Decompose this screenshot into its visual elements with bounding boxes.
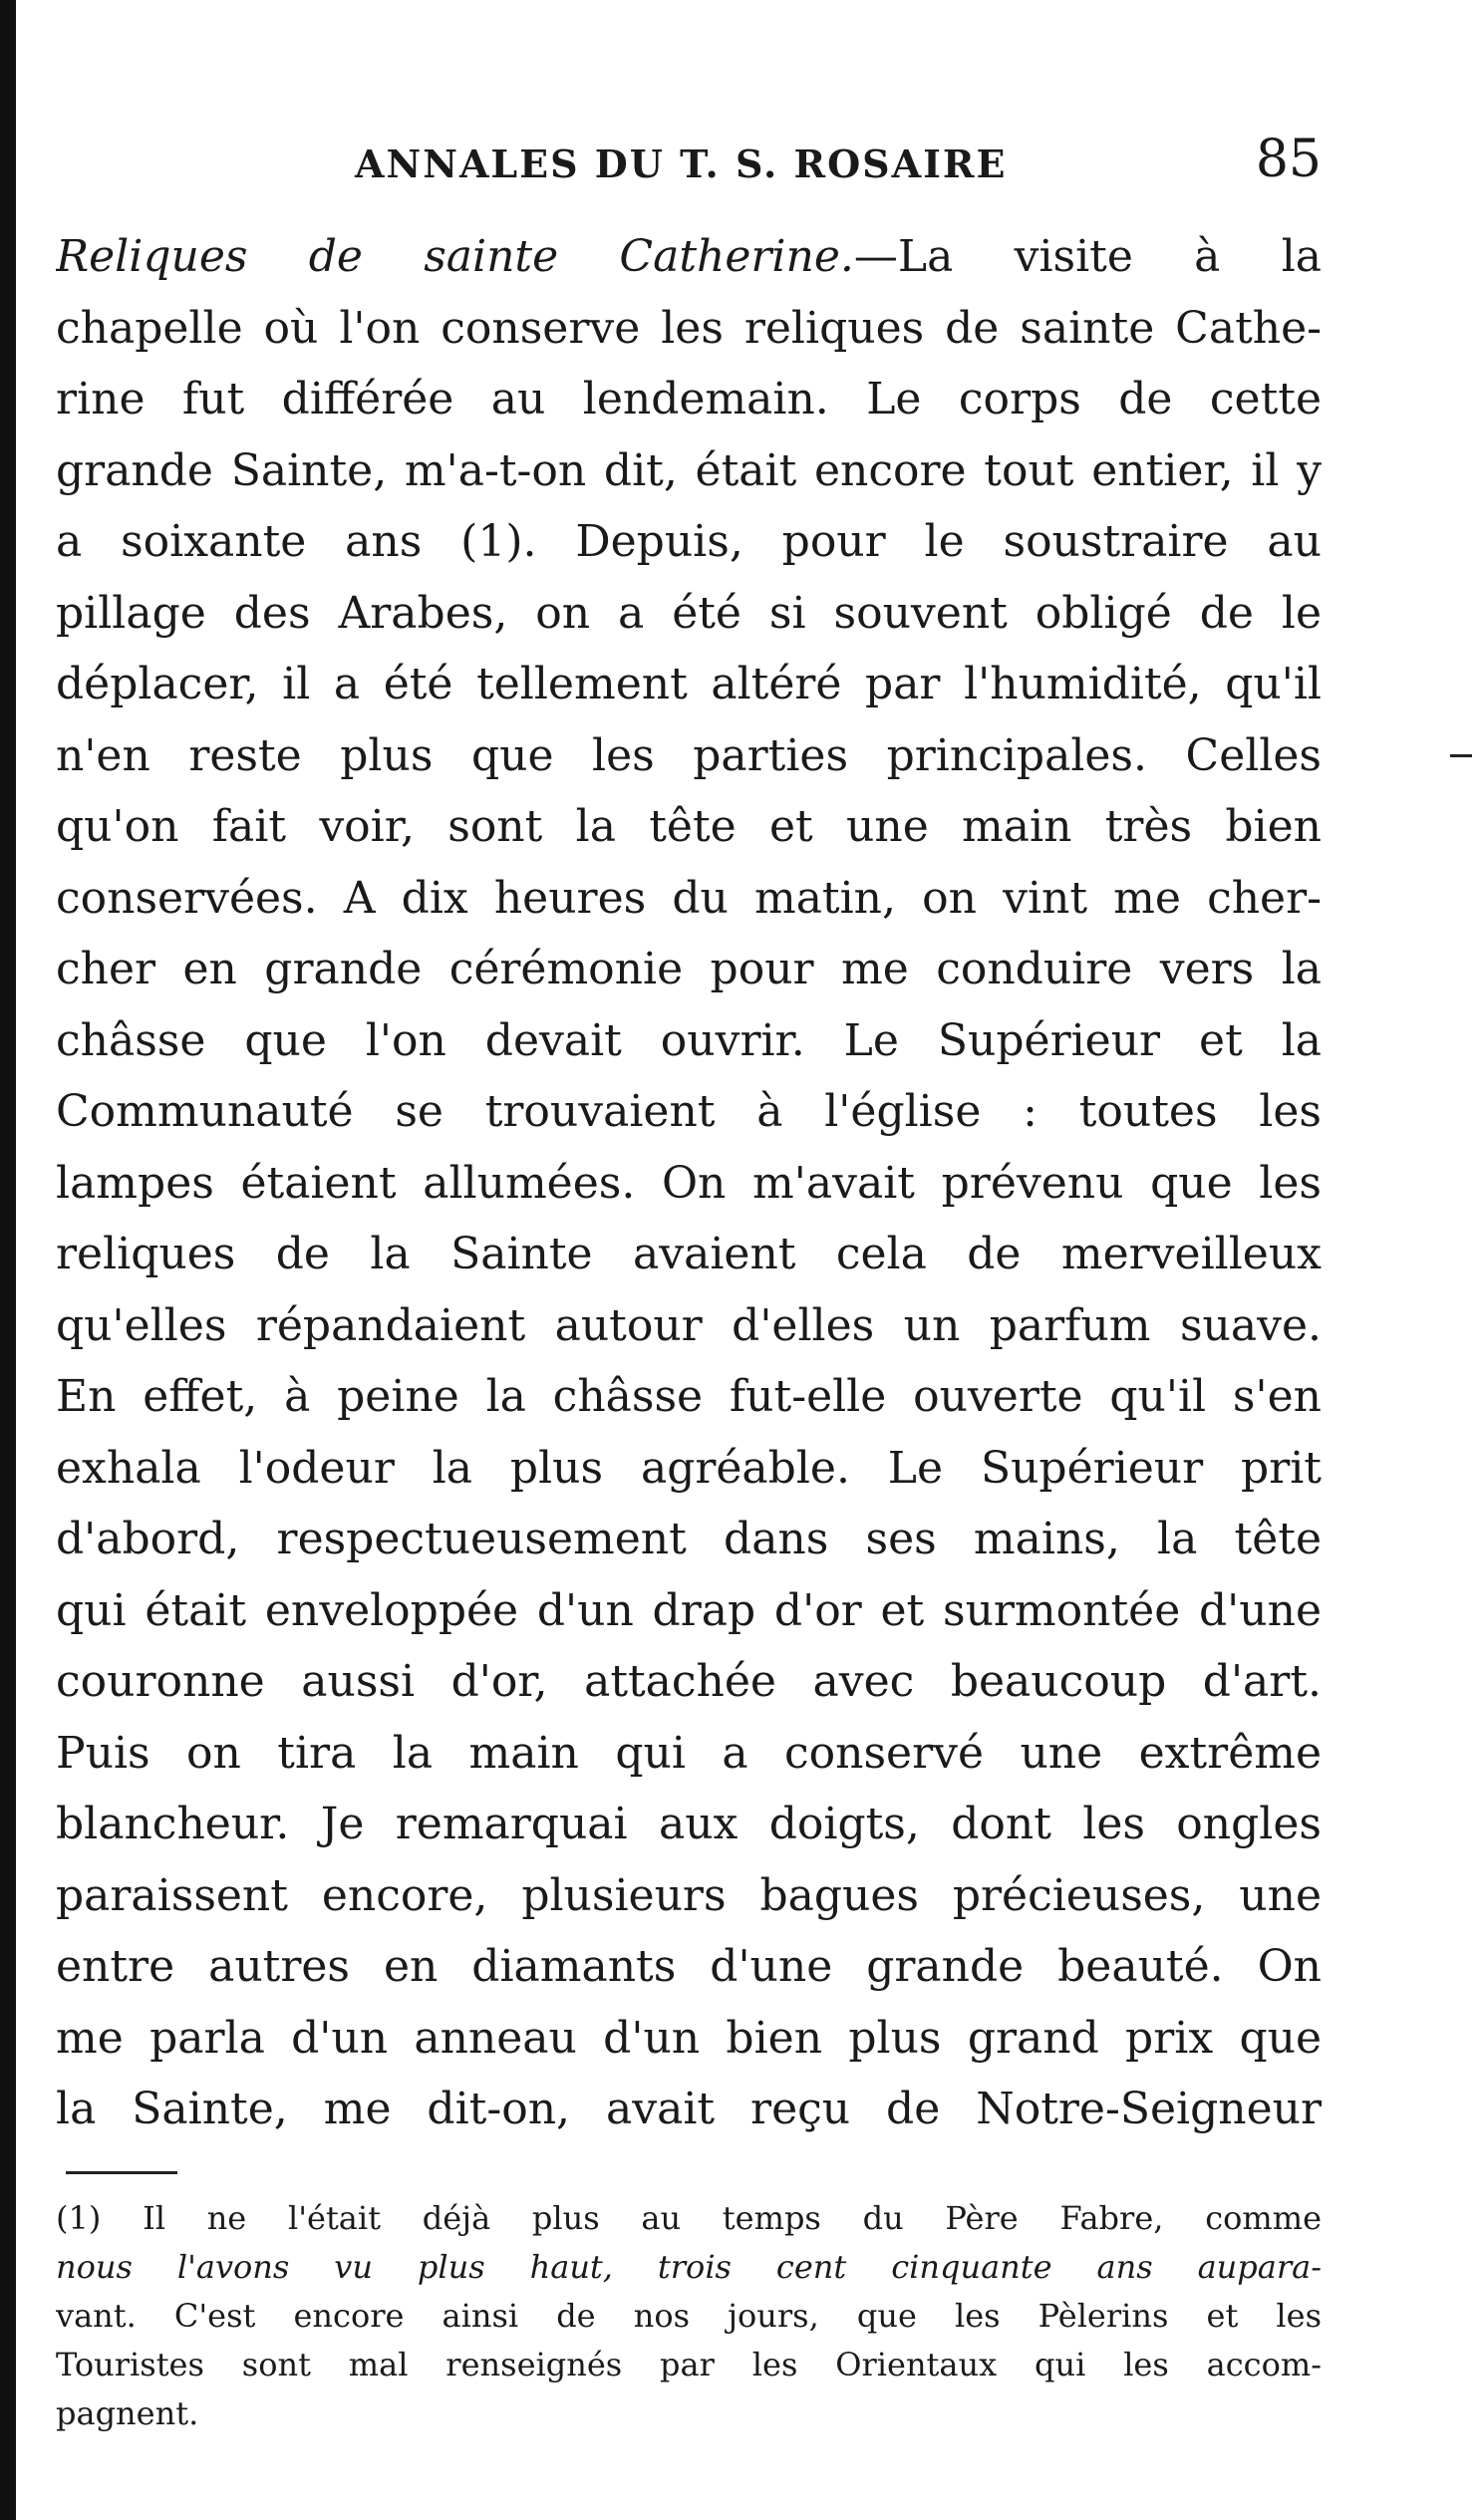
- page-header: [56, 130, 1322, 209]
- text-line: châsse que l'on devait ouvrir. Le Supérieur et la: [56, 1014, 1322, 1066]
- text-line: Puis on tira la main qui a conservé une extrême: [56, 1727, 1322, 1779]
- text-line: entre autres en diamants d'une grande beauté. On: [56, 1941, 1322, 1992]
- margin-mark: [1450, 754, 1472, 757]
- scan-edge: [0, 0, 16, 2520]
- text-line: qui était enveloppée d'un drap d'or et surmontée d'une: [56, 1584, 1322, 1636]
- text-line: [56, 221, 1322, 293]
- text-line: qu'elles répandaient autour d'elles un parfum suave.: [56, 1299, 1322, 1351]
- text-line-rest: —La visite à la: [853, 231, 1322, 282]
- text-line: déplacer, il a été tellement altéré par l'humidité, qu'il: [56, 659, 1322, 709]
- text-line: En effet, à peine la châsse fut-elle ouverte qu'il s'en: [56, 1371, 1322, 1422]
- text-line: a soixante ans (1). Depuis, pour le soustraire au: [56, 516, 1322, 567]
- text-line: qu'on fait voir, sont la tête et une main très bien: [56, 801, 1322, 852]
- section-title: Reliques de sainte Catherine.: [56, 231, 854, 282]
- footnote-line: (1) Il ne l'était déjà plus au temps du Père Fabre, comme: [56, 2198, 1322, 2237]
- text-line: exhala l'odeur la plus agréable. Le Supérieur prit: [56, 1442, 1322, 1494]
- text-line: lampes étaient allumées. On m'avait prévenu que les: [56, 1157, 1322, 1209]
- text-line: la Sainte, me dit-on, avait reçu de Notre-Seigneur: [56, 2084, 1322, 2134]
- text-line: pillage des Arabes, on a été si souvent obligé de le: [56, 587, 1322, 639]
- text-line: rine fut différée au lendemain. Le corps de cette: [56, 374, 1322, 424]
- running-title: ANNALES DU T. S. ROSAIRE: [355, 141, 1008, 186]
- footnote-line: vant. C'est encore ainsi de nos jours, que les Pèlerins et les: [56, 2296, 1322, 2335]
- text-line: chapelle où l'on conserve les reliques de sainte Cathe-: [56, 302, 1322, 354]
- book-page: [56, 130, 1322, 2438]
- text-line: cher en grande cérémonie pour me conduire vers la: [56, 944, 1322, 994]
- text-line: n'en reste plus que les parties principales. Celles: [56, 729, 1322, 781]
- footnote-line: Touristes sont mal renseignés par les Orientaux qui les accom-: [56, 2345, 1322, 2383]
- footnote-line: nous l'avons vu plus haut, trois cent cinquante ans aupara-: [56, 2247, 1322, 2286]
- text-line: grande Sainte, m'a-t-on dit, était encore tout entier, il y: [56, 444, 1322, 496]
- page-number: 85: [1255, 130, 1322, 189]
- footnote: [56, 2194, 1322, 2438]
- text-line: blancheur. Je remarquai aux doigts, dont les ongles: [56, 1799, 1322, 1849]
- footnote-rule: [66, 2171, 177, 2174]
- text-line: d'abord, respectueusement dans ses mains, la tête: [56, 1514, 1322, 1564]
- text-line: couronne aussi d'or, attachée avec beaucoup d'art.: [56, 1656, 1322, 1707]
- text-line: conservées. A dix heures du matin, on vint me cher-: [56, 872, 1322, 924]
- text-line: paraissent encore, plusieurs bagues précieuses, une: [56, 1869, 1322, 1921]
- text-line: me parla d'un anneau d'un bien plus grand prix que: [56, 2012, 1322, 2064]
- text-line: reliques de la Sainte avaient cela de merveilleux: [56, 1229, 1322, 1279]
- body-text: [56, 221, 1322, 2145]
- footnote-line: pagnent.: [56, 2393, 199, 2432]
- text-line: Communauté se trouvaient à l'église : toutes les: [56, 1086, 1322, 1137]
